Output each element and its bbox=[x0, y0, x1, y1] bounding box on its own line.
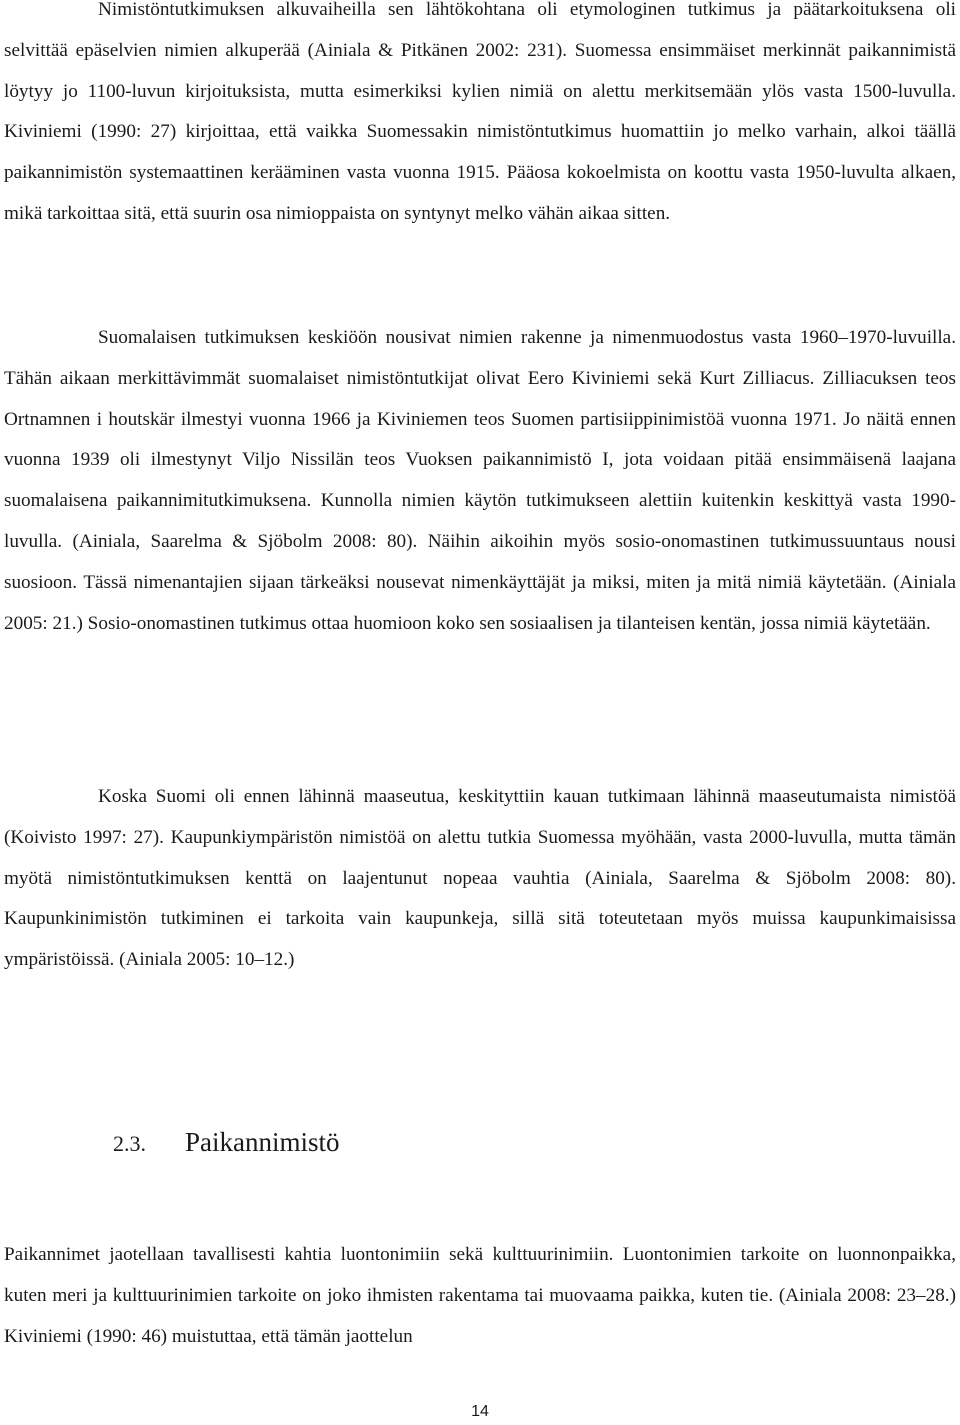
section-title: Paikannimistö bbox=[185, 1127, 340, 1157]
paragraph-urban-names-research: Koska Suomi oli ennen lähinnä maaseutua, keskityttiin kauan tutkimaan lähinnä maaseutumaista nimistöä (Koivisto 1997: 27). Kaupunkiympäristön nimistöä on alettu tutkia Suomessa myöhään, vasta 2000-luvulla, mutta tämän myötä nimistöntutkimuksen kenttä on laajentunut nopeaa vauhtia (Ainiala, Saarelma & Sjöbolm 2008: 80). Kaupunkinimistön tutkiminen ei tarkoita vain kaupunkeja, sillä sitä toteutetaan myös muissa kaupunkimaisissa ympäristöissä. (Ainiala 2005: 10–12.) bbox=[4, 786, 956, 971]
page-number: 14 bbox=[471, 1403, 489, 1420]
section-number: 2.3. bbox=[113, 1131, 146, 1156]
section-heading bbox=[113, 1122, 340, 1164]
paragraph-place-name-categories: Paikannimet jaotellaan tavallisesti kahtia luontonimiin sekä kulttuurinimiin. Luontonimien tarkoite on luonnonpaikka, kuten meri ja kulttuurinimien tarkoite on joko ihmisten rakentama tai muovaama paikka, kuten tie. (Ainiala 2008: 23–28.) Kiviniemi (1990: 46) muistuttaa, että tämän jaottelun bbox=[4, 1244, 956, 1347]
paragraph-finnish-research-history: Suomalaisen tutkimuksen keskiöön nousivat nimien rakenne ja nimenmuodostus vasta 1960–1970-luvuilla. Tähän aikaan merkittävimmät suomalaiset nimistöntutkijat olivat Eero Kiviniemi sekä Kurt Zilliacus. Zilliacuksen teos Ortnamnen i houtskär ilmestyi vuonna 1966 ja Kiviniemen teos Suomen partisiippinimistöä vuonna 1971. Jo näitä ennen vuonna 1939 oli ilmestynyt Viljo Nissilän teos Vuoksen paikannimistö I, jota voidaan pitää ensimmäisenä laajana suomalaisena paikannimitutkimuksena. Kunnolla nimien käytön tutkimukseen alettiin kuitenkin keskittyä vasta 1990-luvulla. (Ainiala, Saarelma & Sjöbolm 2008: 80). Näihin aikoihin myös sosio-onomastinen tutkimussuuntaus nousi suosioon. Tässä nimenantajien sijaan tärkeäksi nousevat nimenkäyttäjät ja miksi, miten ja mitä nimiä käytetään. (Ainiala 2005: 21.) Sosio-onomastinen tutkimus ottaa huomioon koko sen sosiaalisen ja tilanteisen kentän, jossa nimiä käytetään. bbox=[4, 327, 956, 634]
paragraph-etymological-research: Nimistöntutkimuksen alkuvaiheilla sen lähtökohtana oli etymologinen tutkimus ja päätarkoituksena oli selvittää epäselvien nimien alkuperää (Ainiala & Pitkänen 2002: 231). Suomessa ensimmäiset merkinnät paikannimistä löytyy jo 1100-luvun kirjoituksista, mutta esimerkiksi kylien nimiä on alettu merkitsemään ylös vasta 1500-luvulla. Kiviniemi (1990: 27) kirjoittaa, että vaikka Suomessakin nimistöntutkimus huomattiin jo melko varhain, alkoi täällä paikannimistön systemaattinen kerääminen vasta vuonna 1915. Pääosa kokoelmista on koottu vasta 1950-luvulta alkaen, mikä tarkoittaa sitä, että suurin osa nimioppaista on syntynyt melko vähän aikaa sitten. bbox=[4, 0, 956, 224]
